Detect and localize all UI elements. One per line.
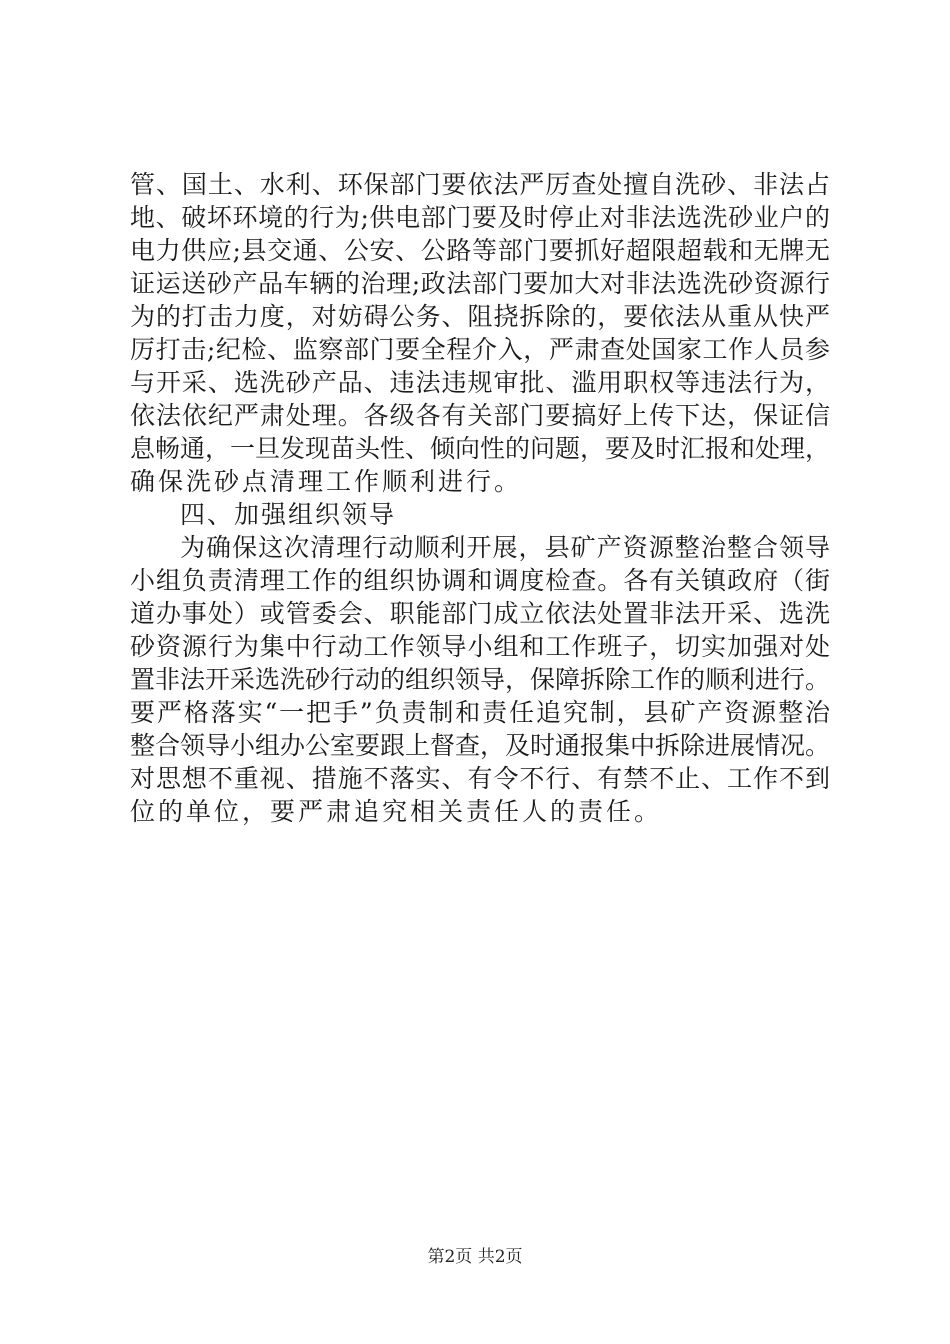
text-line: 为确保这次清理行动顺利开展，县矿产资源整治整合领导 <box>180 533 830 562</box>
paragraph-1 <box>130 168 830 498</box>
text-line: 确保洗砂点清理工作顺利进行。 <box>130 467 523 496</box>
text-line: 依法依纪严肃处理。各级各有关部门要搞好上传下达，保证信 <box>130 401 830 430</box>
text-line: 地、破坏环境的行为;供电部门要及时停止对非法选洗砂业户的 <box>130 203 830 232</box>
text-line: 电力供应;县交通、公安、公路等部门要抓好超限超载和无牌无 <box>130 236 830 265</box>
text-line: 砂资源行为集中行动工作领导小组和工作班子，切实加强对处 <box>130 632 830 661</box>
section-heading: 四、加强组织领导 <box>180 500 397 529</box>
text-line: 道办事处）或管委会、职能部门成立依法处置非法开采、选洗 <box>130 599 830 628</box>
text-line: 置非法开采选洗砂行动的组织领导，保障拆除工作的顺利进行。 <box>130 665 831 694</box>
text-line: 对思想不重视、措施不落实、有令不行、有禁不止、工作不到 <box>130 764 830 793</box>
text-line: 证运送砂产品车辆的治理;政法部门要加大对非法选洗砂资源行 <box>130 269 830 298</box>
text-line: 管、国土、水利、环保部门要依法严厉查处擅自洗砂、非法占 <box>130 170 830 199</box>
text-line: 要严格落实“一把手”负责制和责任追究制，县矿产资源整治 <box>130 698 830 727</box>
text-line: 位的单位，要严肃追究相关责任人的责任。 <box>130 797 663 826</box>
paragraph-2 <box>130 531 830 828</box>
page-number-footer: 第2页 共2页 <box>427 1247 523 1267</box>
text-line: 为的打击力度，对妨碍公务、阻挠拆除的，要依法从重从快严 <box>130 302 830 331</box>
text-line: 整合领导小组办公室要跟上督查，及时通报集中拆除进展情况。 <box>130 731 831 760</box>
text-line: 与开采、选洗砂产品、违法违规审批、滥用职权等违法行为， <box>130 368 830 397</box>
document-body <box>130 168 830 828</box>
text-line: 厉打击;纪检、监察部门要全程介入，严肃查处国家工作人员参 <box>130 335 830 364</box>
text-line: 息畅通，一旦发现苗头性、倾向性的问题，要及时汇报和处理， <box>130 434 831 463</box>
text-line: 小组负责清理工作的组织协调和调度检查。各有关镇政府（街 <box>130 566 830 595</box>
